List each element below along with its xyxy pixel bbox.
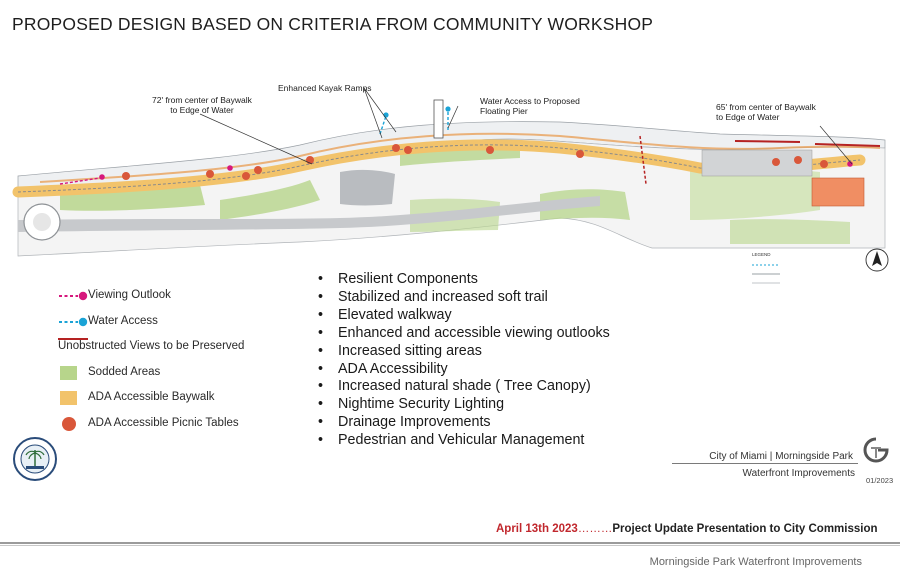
kayak-ramps-annotation: Enhanced Kayak Ramps	[278, 83, 372, 93]
water-access-icon	[58, 314, 88, 330]
list-item: • Drainage Improvements	[318, 414, 610, 432]
right-dimension-line2: to Edge of Water	[716, 112, 780, 122]
list-item: • Elevated walkway	[318, 307, 610, 325]
legend-row-viewing-outlook	[58, 286, 308, 312]
footer-divider	[0, 542, 900, 544]
legend-label: Unobstructed Views to be Preserved	[58, 340, 245, 352]
water-access-line2: Floating Pier	[480, 106, 528, 116]
improvements-list	[318, 271, 610, 450]
sodded-area-swatch-icon	[58, 365, 88, 381]
legend-label: ADA Accessible Picnic Tables	[88, 416, 239, 429]
list-item: • Resilient Components	[318, 271, 610, 289]
list-item: • Increased natural shade ( Tree Canopy)	[318, 378, 610, 396]
right-dimension-line1: 65' from center of Baywalk	[716, 102, 816, 112]
water-access-annotation	[480, 96, 580, 116]
date-dots: ………	[577, 523, 613, 535]
firm-logo	[862, 436, 890, 466]
right-dimension-annotation	[716, 102, 816, 122]
list-item: • Enhanced and accessible viewing outlooks	[318, 325, 610, 343]
footer-divider-thin	[0, 545, 900, 546]
list-item: • Increased sitting areas	[318, 343, 610, 361]
presentation-date-line	[496, 523, 878, 535]
titleblock-project: Waterfront Improvements	[742, 468, 855, 479]
presentation-description: Project Update Presentation to City Commission	[612, 523, 878, 535]
legend-row-unobstructed-views	[58, 337, 308, 363]
svg-text:LEGEND: LEGEND	[752, 252, 771, 257]
list-item: • ADA Accessibility	[318, 361, 610, 379]
left-dimension-annotation	[152, 95, 252, 115]
titleblock-divider	[672, 463, 858, 464]
legend-label: Water Access	[88, 314, 158, 327]
design-legend	[58, 286, 308, 439]
water-access-line1: Water Access to Proposed	[480, 96, 580, 106]
list-item: • Nightime Security Lighting	[318, 396, 610, 414]
legend-label: ADA Accessible Baywalk	[88, 391, 215, 403]
titleblock-city: City of Miami | Morningside Park	[709, 451, 853, 462]
viewing-outlook-icon	[58, 288, 88, 304]
legend-row-water-access	[58, 312, 308, 338]
city-seal-logo	[12, 436, 58, 482]
left-dimension-line1: 72' from center of Baywalk	[152, 95, 252, 105]
left-dimension-line2: to Edge of Water	[170, 105, 234, 115]
legend-label: Viewing Outlook	[88, 289, 171, 301]
picnic-table-icon	[58, 416, 88, 432]
baywalk-swatch-icon	[58, 390, 88, 406]
titleblock-date: 01/2023	[866, 476, 894, 485]
page-title: PROPOSED DESIGN BASED ON CRITERIA FROM COMMUNITY WORKSHOP	[12, 14, 654, 34]
legend-row-picnic-tables	[58, 414, 308, 440]
list-item: • Stabilized and increased soft trail	[318, 289, 610, 307]
legend-row-ada-baywalk	[58, 388, 308, 414]
presentation-date: April 13th 2023	[496, 523, 578, 535]
footer-project-name: Morningside Park Waterfront Improvements	[649, 556, 862, 568]
legend-row-sodded-areas	[58, 363, 308, 389]
legend-label: Sodded Areas	[88, 365, 161, 378]
list-item: • Pedestrian and Vehicular Management	[318, 432, 610, 450]
